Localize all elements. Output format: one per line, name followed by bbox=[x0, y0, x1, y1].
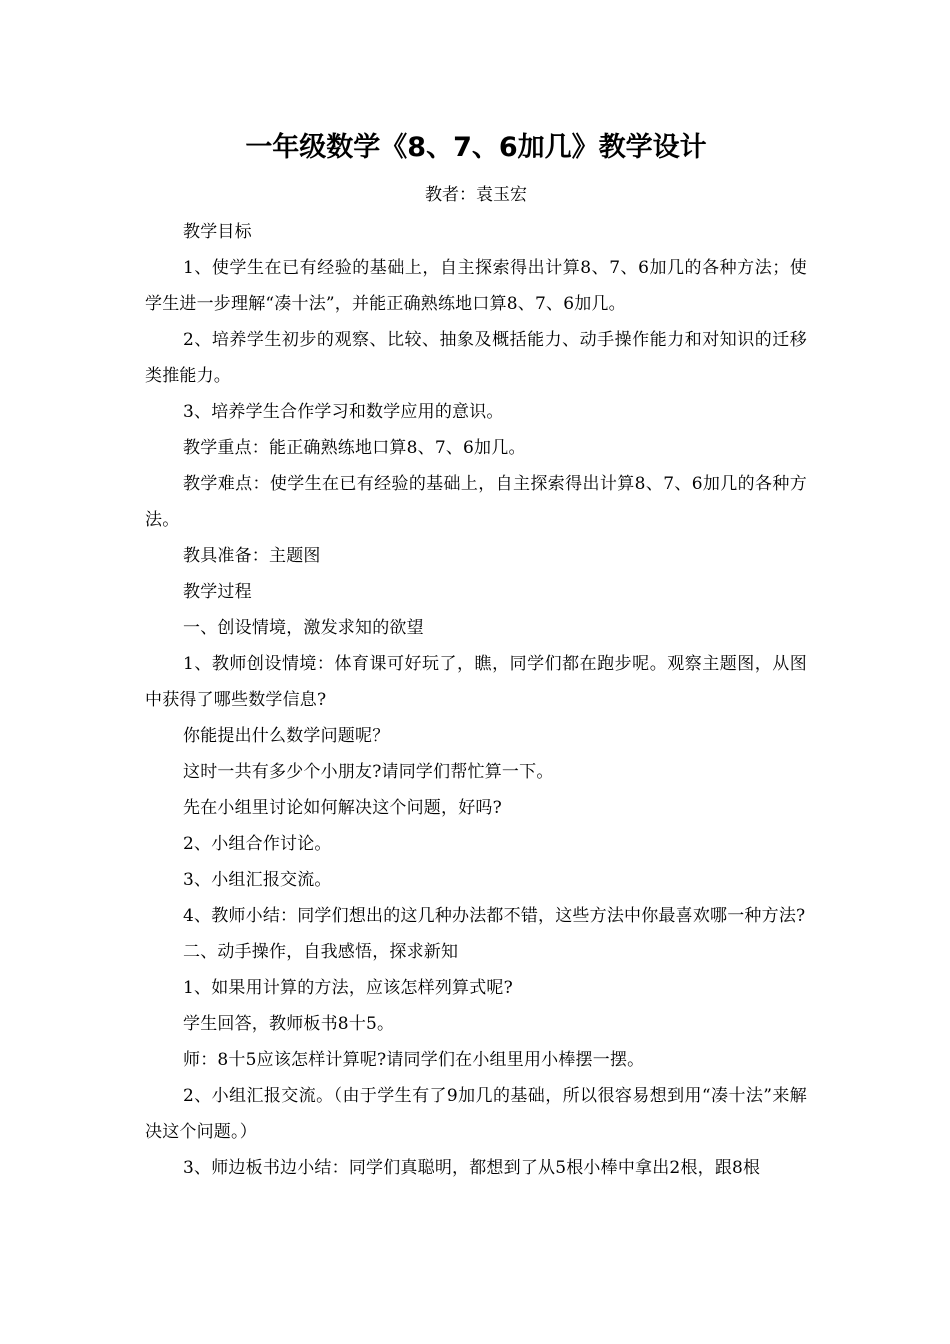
paragraph: 教学过程 bbox=[183, 582, 252, 602]
paragraph: 教学重点：能正确熟练地口算8、7、6加几。 bbox=[183, 438, 526, 458]
paragraph: 1、使学生在已有经验的基础上，自主探索得出计算8、7、6加几的各种方法；使学生进一步理解“凑十法”，并能正确熟练地口算8、7、6加几。 bbox=[145, 258, 807, 314]
paragraph: 4、教师小结：同学们想出的这几种办法都不错，这些方法中你最喜欢哪一种方法? bbox=[183, 906, 806, 926]
document-page bbox=[145, 128, 807, 1186]
document-author: 教者：袁玉宏 bbox=[425, 185, 527, 205]
document-title: 一年级数学《8、7、6加几》教学设计 bbox=[245, 132, 707, 163]
paragraph: 这时一共有多少个小朋友?请同学们帮忙算一下。 bbox=[183, 762, 554, 782]
document-body bbox=[145, 214, 807, 1186]
paragraph: 一、创设情境，激发求知的欲望 bbox=[183, 618, 424, 638]
paragraph: 教学目标 bbox=[183, 222, 252, 242]
paragraph: 2、培养学生初步的观察、比较、抽象及概括能力、动手操作能力和对知识的迁移类推能力。 bbox=[145, 330, 807, 386]
paragraph: 学生回答，教师板书8十5。 bbox=[183, 1014, 395, 1034]
paragraph: 2、小组汇报交流。（由于学生有了9加几的基础，所以很容易想到用“凑十法”来解决这个问题。） bbox=[145, 1086, 807, 1142]
paragraph: 二、动手操作，自我感悟，探求新知 bbox=[183, 942, 459, 962]
paragraph: 先在小组里讨论如何解决这个问题，好吗? bbox=[183, 798, 502, 818]
paragraph: 1、教师创设情境：体育课可好玩了，瞧，同学们都在跑步呢。观察主题图，从图中获得了哪些数学信息? bbox=[145, 654, 807, 710]
paragraph: 你能提出什么数学问题呢？ bbox=[183, 726, 390, 746]
paragraph: 1、如果用计算的方法，应该怎样列算式呢? bbox=[183, 978, 513, 998]
paragraph: 教具准备：主题图 bbox=[183, 546, 321, 566]
paragraph: 师：8十5应该怎样计算呢?请同学们在小组里用小棒摆一摆。 bbox=[183, 1050, 645, 1070]
paragraph: 3、师边板书边小结：同学们真聪明，都想到了从5根小棒中拿出2根，跟8根 bbox=[183, 1158, 761, 1178]
paragraph: 2、小组合作讨论。 bbox=[183, 834, 332, 854]
paragraph: 3、小组汇报交流。 bbox=[183, 870, 332, 890]
paragraph: 教学难点：使学生在已有经验的基础上，自主探索得出计算8、7、6加几的各种方法。 bbox=[145, 474, 807, 530]
paragraph: 3、培养学生合作学习和数学应用的意识。 bbox=[183, 402, 504, 422]
